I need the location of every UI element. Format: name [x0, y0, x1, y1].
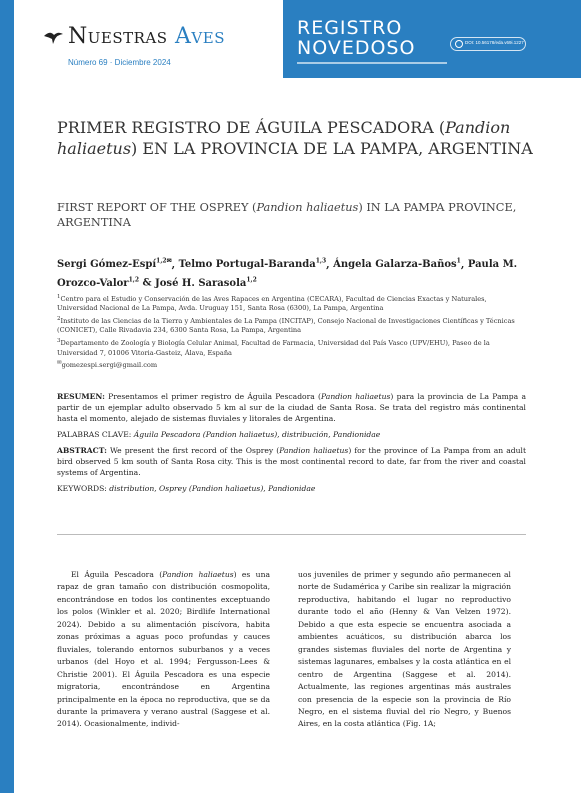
abstract: ABSTRACT: We present the first record of the Osprey (Pandion haliaetus) for the province of La Pampa from an adult bird observed 5 km south of Santa Rosa city. This is the most continental record to date, far from the river and coastal systems of Argentina. [57, 446, 527, 477]
section-divider [57, 534, 526, 535]
author: Sergi Gómez-Espí$^{1,2✉}$ [57, 258, 172, 271]
journal-name-part-2: Aves [175, 24, 225, 49]
author: José H. Sarasola$^{1,2}$ [155, 276, 257, 289]
affiliations [57, 293, 527, 372]
issue-info: Número 69 · Diciembre 2024 [68, 58, 171, 67]
doi-text: DOI: 10.56178/eda.v69i.1227 [465, 40, 524, 45]
doi-badge[interactable] [450, 37, 526, 51]
author: Ángela Galarza-Baños$^1$ [333, 258, 461, 271]
affiliation: $^1$Centro para el Estudio y Conservación de las Aves Rapaces en Argentina (CECARA), Facultad de Ciencias Exactas y Naturales, Universidad Nacional de La Pampa, Avda. Uruguay 151, Santa Rosa (6300), La Pampa, Argentina [57, 294, 487, 313]
doi-icon [455, 40, 463, 48]
corresponding-email[interactable]: ✉gomezespi.sergi@gmail.com [57, 360, 158, 370]
author-list: Sergi Gómez-Espí$^{1,2✉}$, Telmo Portugal-Baranda$^{1,3}$, Ángela Galarza-Baños$^1$, Paula M. Orozco-Valor$^{1,2}$ & José H. Sarasola$^{1,2}$ [57, 258, 518, 289]
palabras-clave: PALABRAS CLAVE: Águila Pescadora (Pandion haliaetus), distribución, Pandionidae [57, 430, 381, 439]
banner-rule [297, 62, 447, 64]
resumen: RESUMEN: Presentamos el primer registro de Águila Pescadora (Pandion haliaetus) para la provincia de La Pampa a partir de un ejemplar adulto observado 5 km al sur de la ciudad de Santa Rosa. Se trata del registro más continental hasta el momento, alejado de sistemas fluviales y litorales de Argentina. [57, 392, 526, 423]
left-accent-bar [0, 0, 14, 793]
article-title-es: PRIMER REGISTRO DE ÁGUILA PESCADORA (Pandion haliaetus) EN LA PROVINCIA DE LA PAMPA, ARGENTINA [57, 118, 533, 158]
body-column-right [298, 569, 511, 731]
author: Paula M. Orozco-Valor$^{1,2}$ [57, 259, 518, 289]
section-label-line-1: REGISTRO [297, 17, 403, 39]
keywords: KEYWORDS: distribution, Osprey (Pandion haliaetus), Pandionidae [57, 484, 316, 493]
bird-icon [42, 26, 64, 48]
affiliation: $^2$Instituto de las Ciencias de la Tierra y Ambientales de La Pampa (INCITAP), Consejo Nacional de Investigaciones Científicas y Técnicas (CONICET), Calle Rivadavia 234, 6300 Santa Rosa, La Pampa, Argentina [57, 316, 515, 335]
author: Telmo Portugal-Baranda$^{1,3}$ [178, 258, 327, 271]
body-column-left [57, 569, 270, 731]
body-paragraph: uos juveniles de primer y segundo año permanecen al norte de Sudamérica y Caribe sin realizar la migración reproductiva, habitando el lugar no reproductivo durante todo el año (Henny & Van Velzen 1972). Debido a que esta especie se encuentra asociada a ambientes acuáticos, su distribución abarca los grandes sistemas fluviales del norte de Argentina y sistemas lagunares, embalses y la costa atlántica en el centro de Argentina (Saggese et al. 2014). Actualmente, las regiones argentinas más australes con presencia de la especie son la provincia de Río Negro, en el sistema fluvial del río Negro, y Buenos Aires, en la costa atlántica (Fig. 1A; [298, 570, 511, 729]
section-label-line-2: NOVEDOSO [297, 37, 416, 59]
affiliation: $^3$Departamento de Zoología y Biología Celular Animal, Facultad de Farmacia, Universidad del País Vasco (UPV/EHU), Paseo de la Universidad 7, 01006 Vitoria-Gasteiz, Álava, España [57, 338, 490, 357]
journal-name-part-1: Nuestras [68, 24, 168, 49]
journal-logo[interactable] [42, 26, 225, 48]
article-title-en: FIRST REPORT OF THE OSPREY (Pandion haliaetus) IN LA PAMPA PROVINCE, ARGENTINA [57, 201, 517, 229]
body-paragraph: El Águila Pescadora (Pandion haliaetus) es una rapaz de gran tamaño con distribución cosmopolita, encontrándose en todos los continentes exceptuando los polos (Winkler et al. 2020; Birdlife International 2024). Debido a su alimentación piscívora, habita zonas próximas a aguas poco profundas y cauces fluviales, tolerando entornos suburbanos y a veces urbanos (del Hoyo et al. 1994; Fergusson-Lees & Christie 2001). El Águila Pescadora es una especie migratoria, encontrándose en Argentina principalmente en la época no reproductiva, que se da durante la primavera y verano austral (Saggese et al. 2014). Ocasionalmente, individ- [57, 570, 270, 729]
abstract-section [57, 391, 526, 499]
section-label [297, 18, 415, 58]
journal-name [68, 26, 225, 48]
